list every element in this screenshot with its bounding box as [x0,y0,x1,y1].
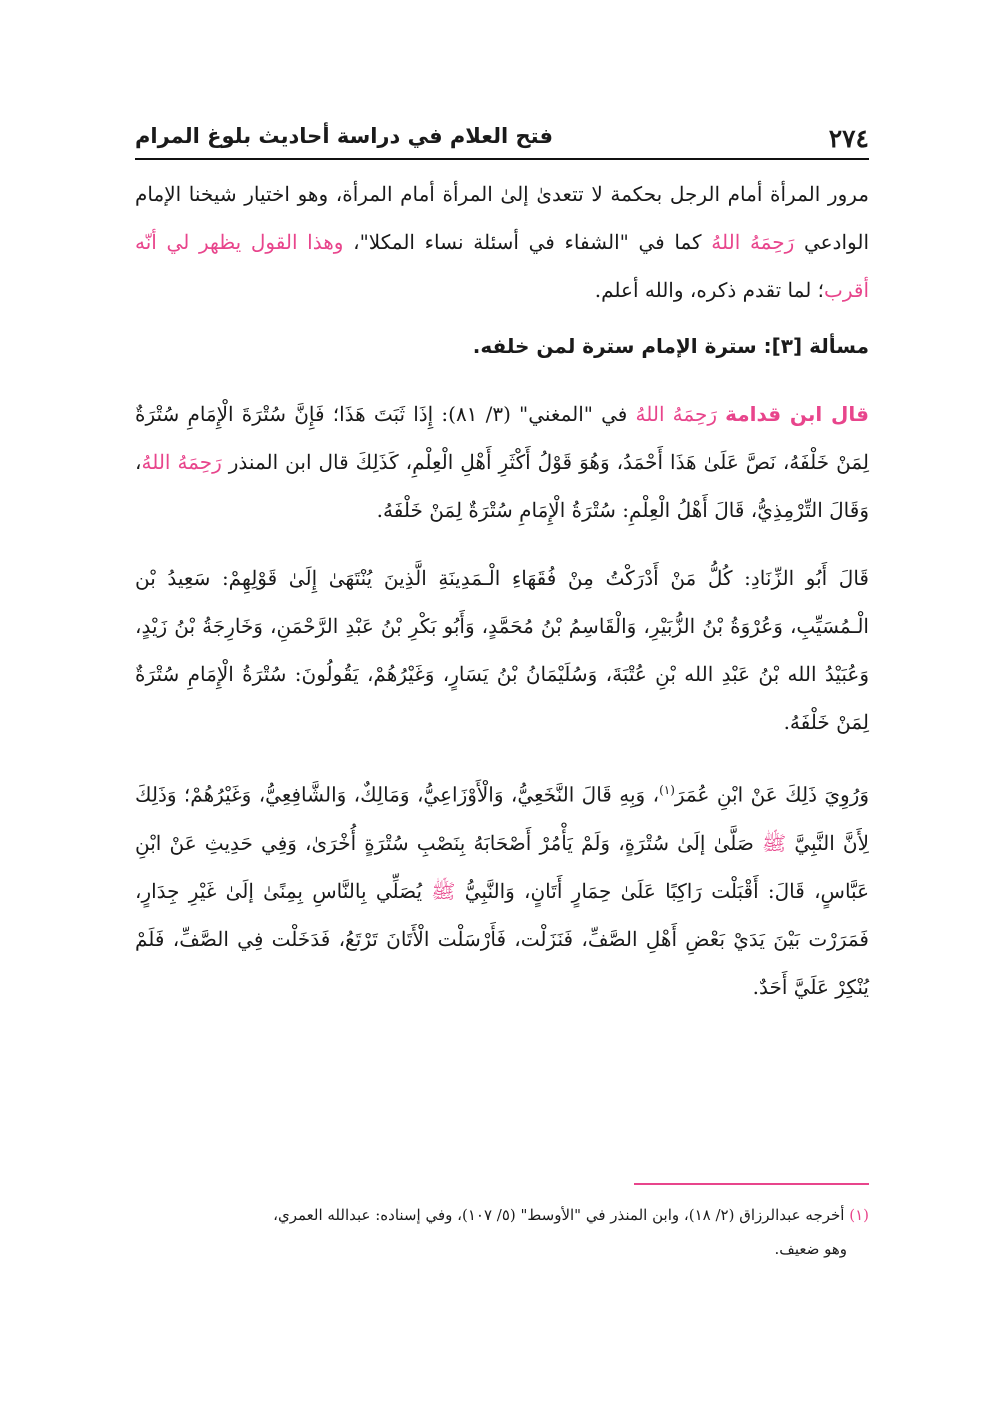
footnote-divider [634,1183,869,1185]
salawat-mark: ﷺ [762,830,787,855]
paragraph-1-end: ؛ لما تقدم ذكره، والله أعلم. [594,278,825,302]
footnote-line [135,1198,869,1232]
page-number: ٢٧٤ [828,124,869,153]
page-header [135,118,869,160]
body-text [135,170,869,1031]
paragraph-4-mid: ، وَبِهِ قَالَ النَّخَعِيُّ، وَالْأَوْزَاعِيُّ، وَمَالِكٌ، وَالشَّافِعِيُّ، وَغَيْرُهُمْ؛ وَذَلِكَ لِأَنَّ النَّبِيَّ [135,782,870,855]
paragraph-1-text: مرور المرأة أمام الرجل بحكمة لا تتعدىٰ إلىٰ المرأة أمام المرأة، وهو اختيار شيخنا الإمام الوادعي [135,182,870,254]
footnote-text: أخرجه عبدالرزاق (٢/ ١٨)، وابن المنذر في "الأوسط" (٥/ ١٠٧)، وفي إسناده: عبدالله العمري، [273,1206,845,1224]
section-heading: مسألة [٣]: سترة الإمام سترة لمن خلفه. [472,334,869,358]
paragraph-2-text: في "المغني" (٣/ ٨١): إِذَا ثَبَتَ هَذَا؛ فَإِنَّ سُتْرَةَ الْإِمَامِ سُتْرَةٌ لِمَنْ خَلْفَهُ، نَصَّ عَلَىٰ هَذَا أَحْمَدُ، وَهُوَ قَوْلُ أَكْثَرِ أَهْلِ الْعِلْمِ، كَذَلِكَ قال ابن المنذر [135,402,870,474]
running-title: فتح العلام في دراسة أحاديث بلوغ المرام [135,124,553,148]
footnote [135,1198,869,1266]
paragraph-1 [135,170,869,314]
honorific-mark: رَحِمَهُ اللهُ [635,402,717,426]
quoted-scholar-name: قال ابن قدامة [725,402,869,426]
honorific-mark: رَحِمَهُ اللهُ [141,450,222,474]
paragraph-1-mid: كما في "الشفاء في أسئلة نساء المكلا"، [353,230,702,254]
paragraph-4-end: يُصَلِّي بِالنَّاسِ بِمِنًىٰ إلَىٰ غَيْرِ جِدَارٍ، فَمَرَرْت بَيْنَ يَدَيْ بَعْضِ أَهْلِ الصَّفِّ، فَنَزَلْت، فَأَرْسَلْت الْأَتَانَ تَرْتَعُ، فَدَخَلْت فِي الصَّفِّ، فَلَمْ يُنْكِرْ عَلَيَّ أَحَدٌ. [135,878,869,999]
paragraph-4 [135,766,869,1011]
footnote-reference[interactable]: (١) [659,783,675,797]
highlighted-opinion: وهذا القول يظهر لي أنّه أقرب [135,230,869,302]
paragraph-2 [135,390,869,534]
paragraph-2-end: ، وَقَالَ التِّرْمِذِيُّ، قَالَ أَهْلُ الْعِلْمِ: سُتْرَةُ الْإِمَامِ سُتْرَةٌ لِمَنْ خَلْفَهُ. [135,450,869,522]
footnote-number: (١) [849,1206,869,1224]
paragraph-4-start: وَرُوِيَ ذَلِكَ عَنْ ابْنِ عُمَرَ [674,782,870,807]
paragraph-4-mid2: صَلَّىٰ إلَىٰ سُتْرَةٍ، وَلَمْ يَأْمُرْ أَصْحَابَهُ بِنَصْبِ سُتْرَةٍ أُخْرَىٰ، وَفِي حَدِيثِ عَنْ ابْنِ عَبَّاسٍ، قَالَ: أَقْبَلْت رَاكِبًا عَلَىٰ حِمَارٍ أَتَانٍ، وَالنَّبِيُّ [135,830,870,903]
footnote-continuation: وهو ضعيف. [774,1240,847,1258]
page [135,0,869,1418]
salawat-mark: ﷺ [431,878,456,903]
honorific-mark: رَحِمَهُ اللهُ [711,230,795,254]
paragraph-3: قَالَ أَبُو الزِّنَادِ: كُلُّ مَنْ أَدْرَكْتُ مِنْ فُقَهَاءِ الْـمَدِينَةِ الَّذِينَ يُنْتَهَىٰ إِلَىٰ قَوْلِهِمْ: سَعِيدُ بْن الْـمُسَيِّبِ، وَعُرْوَةُ بْنُ الزُّبَيْرِ، وَالْقَاسِمُ بْنُ مُحَمَّدٍ، وَأَبُو بَكْرِ بْنُ عَبْدِ الرَّحْمَنِ، وَخَارِجَةُ بْنُ زَيْدٍ، وَعُبَيْدُ الله بْنُ عَبْدِ الله بْنِ عُتْبَةَ، وَسُلَيْمَانُ بْنُ يَسَارٍ، وَغَيْرُهُمْ، يَقُولُونَ: سُتْرَةُ الْإِمَامِ سُتْرَةٌ لِمَنْ خَلْفَهُ. [135,566,869,734]
